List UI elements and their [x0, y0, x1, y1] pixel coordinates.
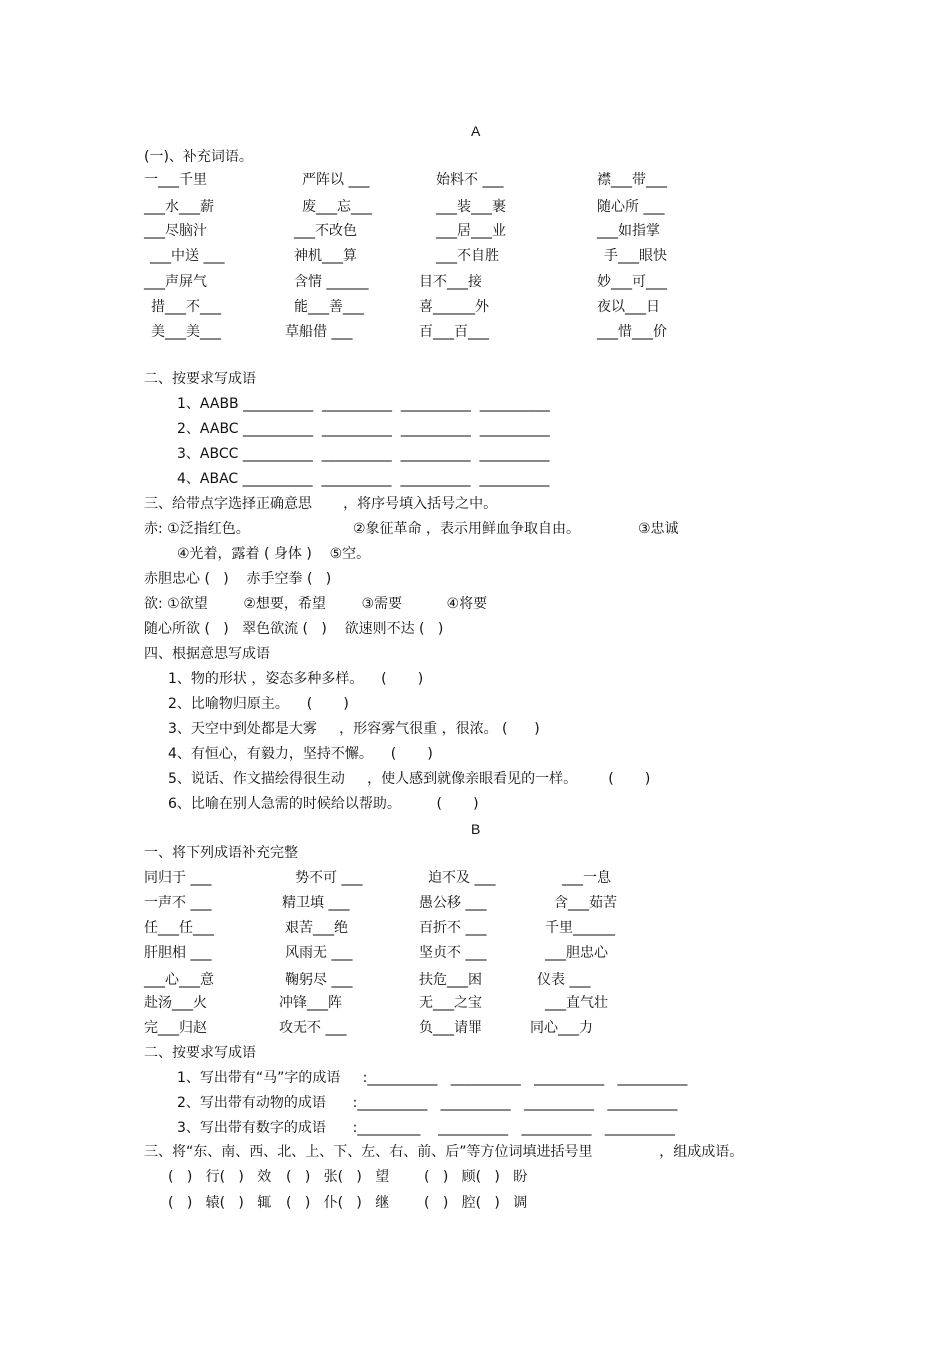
a3-heading: 三、给带点字选择正确意思 ，将序号填入括号之中。 [144, 496, 498, 512]
idiom-fill: 目不___接 [419, 274, 482, 290]
idiom-fill: 势不可 ___ [295, 870, 363, 886]
idiom-fill: ___不自胜 [436, 248, 499, 264]
idiom-fill: 精卫填 ___ [282, 895, 350, 911]
idiom-fill: 负___请罪 [419, 1020, 482, 1036]
idiom-fill: ___声屏气 [144, 274, 207, 290]
a4-item: 5、说话、作文描绘得很生动 ，使人感到就像亲眼看见的一样。 ( ) [168, 771, 651, 787]
idiom-fill: 千里______ [545, 920, 615, 936]
a2-item: 4、ABAC __________ __________ __________ __________ [177, 471, 550, 487]
idiom-fill: 百折不 ___ [419, 920, 487, 936]
a2-item: 2、AABC __________ __________ __________ __________ [177, 421, 550, 437]
idiom-fill: ___尽脑汁 [144, 223, 207, 239]
section-b-title: B [471, 821, 481, 837]
idiom-fill: ___中送 ___ [150, 248, 225, 264]
idiom-fill: 一___千里 [144, 172, 207, 188]
idiom-fill: 攻无不 ___ [279, 1020, 347, 1036]
a4-heading: 四、根据意思写成语 [144, 646, 270, 662]
idiom-fill: 愚公移 ___ [419, 895, 487, 911]
idiom-fill: 能___善___ [294, 299, 364, 315]
b2-heading: 二、按要求写成语 [144, 1045, 256, 1061]
idiom-fill: ___惜___价 [597, 324, 667, 340]
b3-item: ( ) 张( ) 望 [286, 1169, 390, 1185]
idiom-fill: ___水___薪 [144, 199, 214, 215]
idiom-fill: ___直气壮 [545, 995, 608, 1011]
a3-chi-meaning: ③忠诚 [638, 521, 679, 537]
idiom-fill: 随心所 ___ [597, 199, 665, 215]
idiom-fill: 任___任___ [144, 920, 214, 936]
idiom-fill: 赴汤___火 [144, 995, 207, 1011]
idiom-fill: 坚贞不 ___ [419, 945, 487, 961]
idiom-fill: 措___不___ [151, 299, 221, 315]
b1-heading: 一、将下列成语补充完整 [144, 845, 298, 861]
a2-item: 1、AABB __________ __________ __________ __________ [177, 396, 550, 412]
idiom-fill: 冲锋___阵 [279, 995, 342, 1011]
idiom-fill: 始料不 ___ [436, 172, 504, 188]
b3-heading: 三、将“东、南、西、北、上、下、左、右、前、后”等方位词填进括号里 ，组成成语。 [144, 1144, 744, 1160]
a3-chi-meaning: ②象征革命 ，表示用鲜血争取自由。 [353, 521, 581, 537]
a3-yu-question: 随心所欲 ( ) 翠色欲流 ( ) 欲速则不达 ( ) [144, 621, 444, 637]
idiom-fill: 美___美___ [151, 324, 221, 340]
b3-item: ( ) 顾( ) 盼 [424, 1169, 528, 1185]
idiom-fill: ___一息 [562, 870, 611, 886]
idiom-fill: ___胆忠心 [545, 945, 608, 961]
idiom-fill: ___不改色 [294, 223, 357, 239]
idiom-fill: 迫不及 ___ [428, 870, 496, 886]
a3-chi-question: 赤胆忠心 ( ) 赤手空拳 ( ) [144, 571, 332, 587]
b3-item: ( ) 腔( ) 调 [424, 1195, 528, 1211]
idiom-fill: 夜以___日 [597, 299, 660, 315]
idiom-fill: 妙___可___ [597, 274, 667, 290]
a4-item: 3、天空中到处都是大雾 ，形容雾气很重 ，很浓。 ( ) [168, 721, 540, 737]
idiom-fill: 一声不 ___ [144, 895, 212, 911]
b2-item: 1、写出带有“马”字的成语 :__________ __________ __________ __________ [177, 1070, 688, 1086]
a4-item: 2、比喻物归原主。 ( ) [168, 696, 349, 712]
idiom-fill: ___居___业 [436, 223, 506, 239]
b3-item: ( ) 行( ) 效 [168, 1169, 272, 1185]
b3-item: ( ) 仆( ) 继 [286, 1195, 390, 1211]
idiom-fill: 神机___算 [294, 248, 357, 264]
idiom-fill: 同归于 ___ [144, 870, 212, 886]
idiom-fill: 风雨无 ___ [285, 945, 353, 961]
idiom-fill: 同心___力 [530, 1020, 593, 1036]
idiom-fill: ___如指掌 [597, 223, 660, 239]
a4-item: 1、物的形状 ，姿态多种多样。 ( ) [168, 671, 424, 687]
b2-item: 2、写出带有动物的成语 :__________ __________ __________ __________ [177, 1095, 678, 1111]
idiom-fill: 含___茹苦 [554, 895, 617, 911]
idiom-fill: 严阵以 ___ [302, 172, 370, 188]
idiom-fill: 肝胆相 ___ [144, 945, 212, 961]
idiom-fill: 废___忘___ [302, 199, 372, 215]
a4-item: 4、有恒心，有毅力，坚持不懈。 ( ) [168, 746, 433, 762]
idiom-fill: 扶危___困 [419, 972, 482, 988]
idiom-fill: 含情 ______ [294, 274, 369, 290]
idiom-fill: 鞠躬尽 ___ [285, 972, 353, 988]
a3-yu-meaning: 欲: ①欲望 ②想要，希望 ③需要 ④将要 [144, 596, 488, 612]
a3-chi-meaning: 赤: ①泛指红色。 [144, 521, 250, 537]
idiom-fill: 仪表 ___ [537, 972, 591, 988]
idiom-fill: 百___百___ [419, 324, 489, 340]
idiom-fill: 喜______外 [419, 299, 489, 315]
b3-item: ( ) 辕( ) 辄 [168, 1195, 272, 1211]
idiom-fill: ___装___裹 [436, 199, 506, 215]
a2-heading: 二、按要求写成语 [144, 371, 256, 387]
b2-item: 3、写出带有数字的成语 :_________ __________ __________ __________ [177, 1120, 675, 1136]
a3-chi-meaning: ④光着，露着 ( 身体 ) ⑤空。 [177, 546, 371, 562]
idiom-fill: 草船借 ___ [285, 324, 353, 340]
a1-heading: (一)、补充词语。 [144, 149, 253, 165]
section-a-title: A [471, 123, 481, 139]
idiom-fill: 无___之宝 [419, 995, 482, 1011]
idiom-fill: 完___归赵 [144, 1020, 207, 1036]
idiom-fill: 襟___带___ [597, 172, 667, 188]
idiom-fill: 艰苦___绝 [285, 920, 348, 936]
idiom-fill: ___心___意 [144, 972, 214, 988]
a4-item: 6、比喻在别人急需的时候给以帮助。 ( ) [168, 796, 479, 812]
idiom-fill: 手___眼快 [604, 248, 667, 264]
a2-item: 3、ABCC __________ __________ __________ __________ [177, 446, 550, 462]
